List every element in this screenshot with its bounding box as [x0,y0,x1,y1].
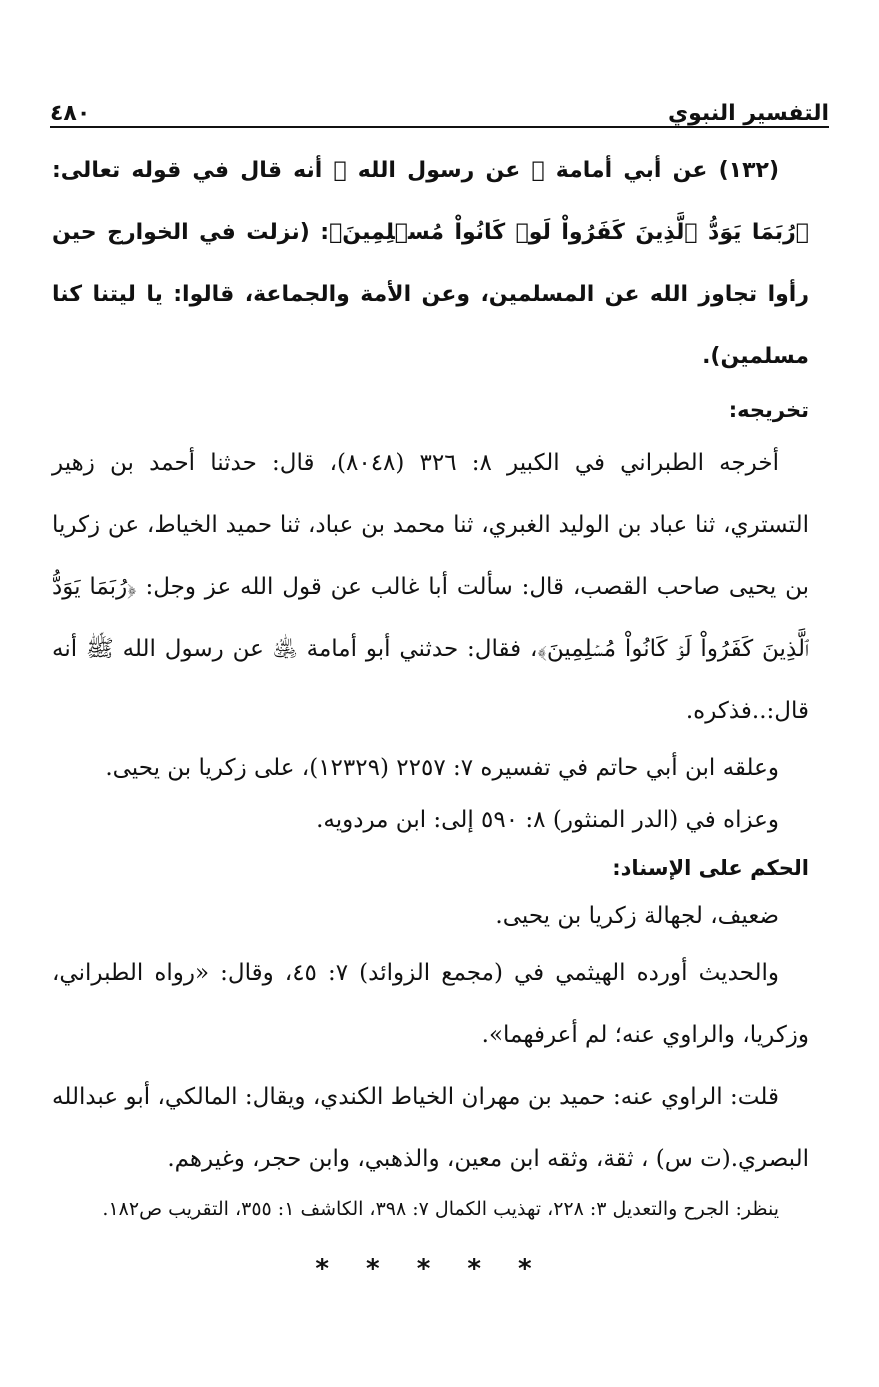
takhrij-paragraph-3: وعزاه في (الدر المنثور) ٨: ٥٩٠ إلى: ابن مردويه. [316,807,779,833]
page-header [50,92,829,126]
takhrij-paragraph-1: أخرجه الطبراني في الكبير ٨: ٣٢٦ (٨٠٤٨)، قال: حدثنا أحمد بن زهير التستري، ثنا عباد بن الوليد الغبري، ثنا محمد بن عباد، ثنا حميد الخياط، عن زكريا بن يحيى صاحب القصب، قال: سألت أبا غالب عن قول الله عز وجل: ﴿رُبَمَا يَوَدُّ ٱلَّذِينَ كَفَرُواْ لَوۡ كَانُواْ مُسۡلِمِينَ﴾، فقال: حدثني أبو أمامة ﵁ عن رسول الله ﷺ أنه قال:..فذكره. [52,450,809,724]
page-number: ٤٨٠ [50,101,91,126]
book-title: التفسير النبوي [667,101,829,126]
hukm-paragraph-1: ضعيف، لجهالة زكريا بن يحيى. [495,903,779,929]
hadith-text: (١٣٢) عن أبي أمامة ﵁ عن رسول الله ﷺ أنه قال في قوله تعالى: ﴿رُبَمَا يَوَدُّ ٱلَّذِينَ كَفَرُواْ لَوۡ كَانُواْ مُسۡلِمِينَ﴾: (نزلت في الخوارج حين رأوا تجاوز الله عن المسلمين، وعن الأمة والجماعة، قالوا: يا ليتنا كنا مسلمين). [52,158,809,369]
hukm-heading: الحكم على الإسناد: [612,856,809,880]
hukm-paragraph-3: قلت: الراوي عنه: حميد بن مهران الخياط الكندي، ويقال: المالكي، أبو عبدالله البصري.(ت س) ، ثقة، وثقه ابن معين، والذهبي، وابن حجر، وغيرهم. [52,1084,809,1172]
takhrij-heading: تخريجه: [728,398,809,422]
hukm-paragraph-2: والحديث أورده الهيثمي في (مجمع الزوائد) ٧: ٤٥، وقال: «رواه الطبراني، وزكريا، والراوي عنه؛ لم أعرفهما». [52,960,809,1048]
section-separator: * * * * * [315,1254,546,1284]
references-note: ينظر: الجرح والتعديل ٣: ٢٢٨، تهذيب الكمال ٧: ٣٩٨، الكاشف ١: ٣٥٥، التقريب ص١٨٢. [102,1198,779,1220]
page-body [52,140,809,1284]
takhrij-paragraph-2: وعلقه ابن أبي حاتم في تفسيره ٧: ٢٢٥٧ (١٢٣٢٩)، على زكريا بن يحيى. [105,755,779,781]
header-rule [50,126,829,128]
